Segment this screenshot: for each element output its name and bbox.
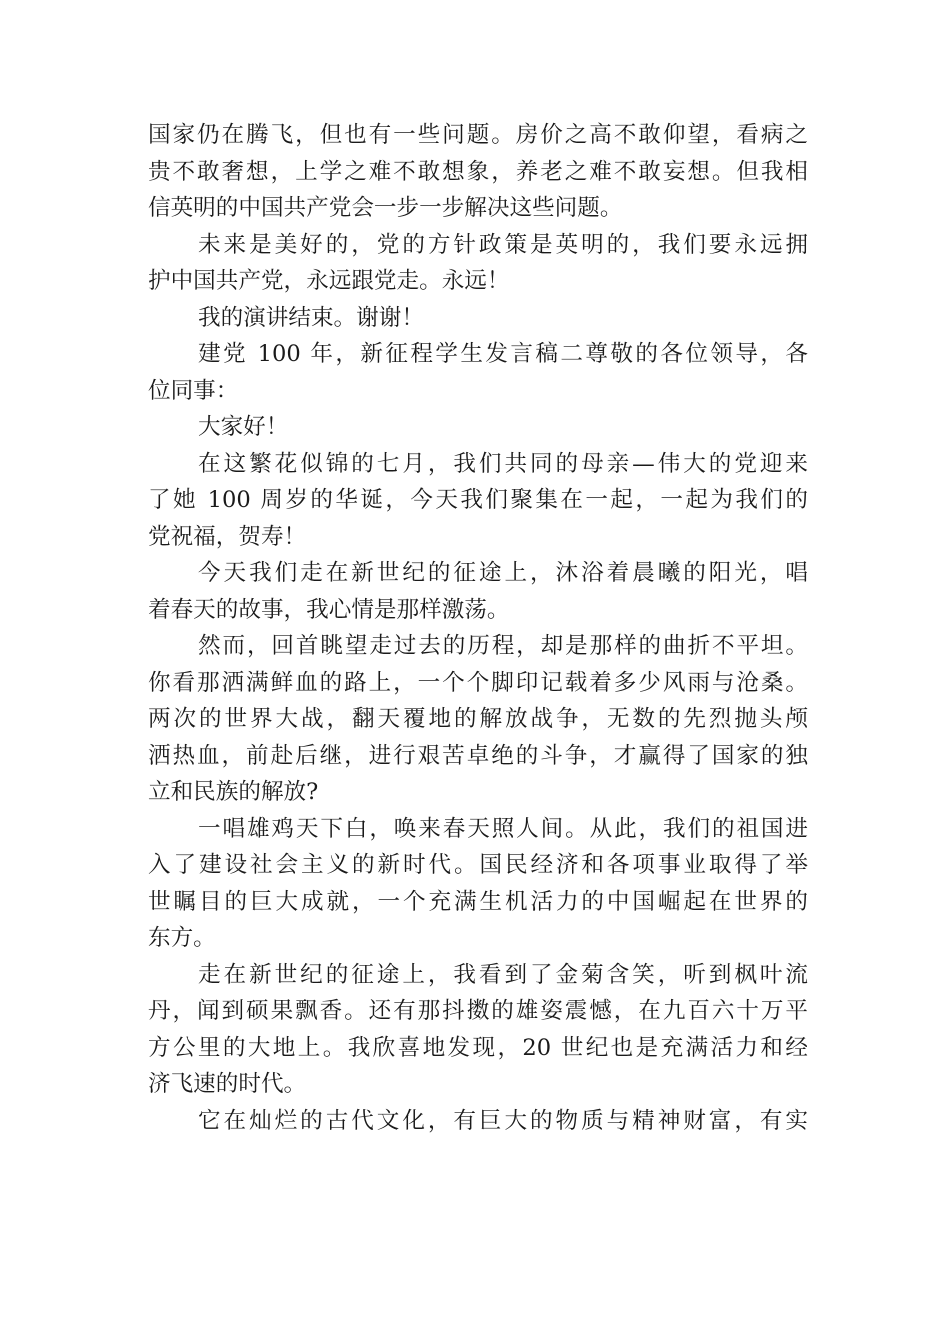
- text-line: 着春天的故事，我心情是那样激荡。: [148, 596, 510, 623]
- text-line: 世瞩目的巨大成就，一个充满生机活力的中国崛起在世界的: [148, 888, 808, 915]
- text-line: 它在灿烂的古代文化，有巨大的物质与精神财富，有实: [198, 1107, 808, 1134]
- text-line: 护中国共产党，永远跟党走。永远！: [148, 268, 510, 294]
- text-line: 东方。: [148, 925, 216, 951]
- text-line: 一唱雄鸡天下白，唤来春天照人间。从此，我们的祖国进: [198, 815, 808, 842]
- text-line: 丹，闻到硕果飘香。还有那抖擞的雄姿震憾，在九百六十万平: [148, 998, 808, 1024]
- text-line: 走在新世纪的征途上，我看到了金菊含笑，听到枫叶流: [198, 961, 808, 988]
- text-line: 建党 100 年，新征程学生发言稿二尊敬的各位领导，各: [198, 341, 808, 367]
- text-line: 党祝福，贺寿！: [148, 523, 307, 550]
- text-line: 洒热血，前赴后继，进行艰苦卓绝的斗争，才赢得了国家的独: [148, 742, 808, 769]
- text-line: 立和民族的解放?: [148, 779, 319, 805]
- document-body: [148, 117, 808, 1139]
- text-line: 济飞速的时代。: [148, 1071, 307, 1097]
- text-line: 贵不敢奢想，上学之难不敢想象，养老之难不敢妄想。但我相: [148, 158, 808, 185]
- text-line: 两次的世界大战，翻天覆地的解放战争，无数的先烈抛头颅: [148, 706, 808, 732]
- text-line: 国家仍在腾飞，但也有一些问题。房价之高不敢仰望，看病之: [148, 122, 808, 148]
- text-line: 在这繁花似锦的七月，我们共同的母亲—伟大的党迎来: [198, 450, 808, 477]
- text-line: 你看那洒满鲜血的路上，一个个脚印记载着多少风雨与沧桑。: [148, 669, 808, 696]
- text-line: 未来是美好的，党的方针政策是英明的，我们要永远拥: [198, 231, 808, 258]
- text-line: 大家好！: [198, 414, 289, 440]
- text-line: 我的演讲结束。谢谢！: [198, 304, 424, 331]
- text-line: 位同事：: [148, 377, 239, 404]
- text-line: 入了建设社会主义的新时代。国民经济和各项事业取得了举: [148, 852, 808, 878]
- text-line: 今天我们走在新世纪的征途上，沐浴着晨曦的阳光，唱: [198, 560, 808, 586]
- text-line: 信英明的中国共产党会一步一步解决这些问题。: [148, 195, 623, 221]
- text-line: 方公里的大地上。我欣喜地发现，20 世纪也是充满活力和经: [148, 1034, 808, 1061]
- text-line: 了她 100 周岁的华诞，今天我们聚集在一起，一起为我们的: [148, 487, 808, 513]
- text-line: 然而，回首眺望走过去的历程，却是那样的曲折不平坦。: [198, 633, 808, 659]
